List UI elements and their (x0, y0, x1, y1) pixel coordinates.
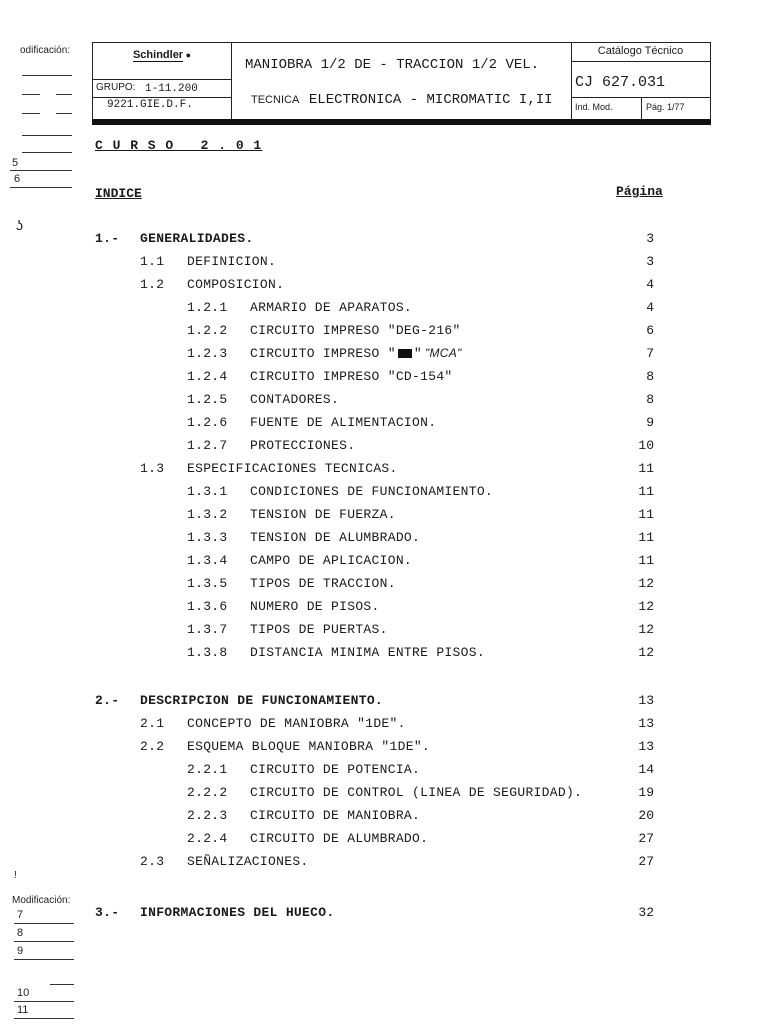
toc-entry-title: CIRCUITO IMPRESO "CD-154" (250, 369, 453, 384)
margin-number: 9 (17, 945, 24, 957)
header-bottom-rule (92, 119, 711, 125)
margin-number: 5 (12, 157, 19, 169)
redaction-mark (398, 349, 412, 358)
toc-entry-title: GENERALIDADES. (140, 231, 254, 246)
toc-entry-page: 10 (638, 438, 654, 453)
margin-line (22, 152, 72, 153)
toc-entry-title: CIRCUITO IMPRESO " " "MCA" (250, 346, 462, 361)
course-title: C U R S O 2 . 0 1 (95, 138, 263, 153)
toc-entry-title: CIRCUITO DE ALUMBRADO. (250, 831, 429, 846)
margin-mark: ǃ (14, 870, 17, 881)
toc-entry-page: 12 (638, 622, 654, 637)
toc-entry-title: ESQUEMA BLOQUE MANIOBRA "1DE". (187, 739, 431, 754)
toc-entry-page: 3 (646, 231, 654, 246)
margin-line (22, 94, 40, 95)
toc-entry-title: FUENTE DE ALIMENTACION. (250, 415, 437, 430)
toc-entry-number: 1.3.3 (187, 530, 228, 545)
toc-entry-title: TIPOS DE PUERTAS. (250, 622, 388, 637)
toc-entry-title: CIRCUITO DE CONTROL (LINEA DE SEGURIDAD). (250, 785, 583, 800)
toc-entry-number: 2.2.3 (187, 808, 228, 823)
catalog-code: CJ 627.031 (575, 74, 666, 91)
margin-number: 11 (17, 1004, 29, 1016)
margin-line (14, 959, 74, 960)
grupo-label: GRUPO: (96, 82, 136, 93)
toc-entry-page: 6 (646, 323, 654, 338)
margin-line (10, 170, 72, 171)
margin-line (14, 923, 74, 924)
toc-entry-title: DESCRIPCION DE FUNCIONAMIENTO. (140, 693, 384, 708)
header-title-line1: MANIOBRA 1/2 DE - TRACCION 1/2 VEL. (245, 57, 540, 73)
toc-entry-title: TIPOS DE TRACCION. (250, 576, 396, 591)
toc-entry-number: 2.1 (140, 716, 165, 731)
toc-entry-number: 1.3.4 (187, 553, 228, 568)
toc-entry-title: DISTANCIA MINIMA ENTRE PISOS. (250, 645, 485, 660)
toc-entry-page: 11 (638, 530, 654, 545)
toc-entry-page: 7 (646, 346, 654, 361)
toc-entry-number: 2.2.2 (187, 785, 228, 800)
page-indicator: Pág. 1/77 (646, 102, 685, 112)
toc-entry-title: CONCEPTO DE MANIOBRA "1DE". (187, 716, 406, 731)
toc-entry-number: 1.2.5 (187, 392, 228, 407)
toc-entry-number: 1.3.6 (187, 599, 228, 614)
toc-entry-title: PROTECCIONES. (250, 438, 356, 453)
toc-entry-title: TENSION DE ALUMBRADO. (250, 530, 421, 545)
toc-entry-title: CONDICIONES DE FUNCIONAMIENTO. (250, 484, 494, 499)
margin-line (50, 984, 74, 985)
toc-entry-number: 1.3 (140, 461, 165, 476)
header-title-line2: TECNICA ELECTRONICA - MICROMATIC I,II (251, 92, 553, 108)
toc-entry-page: 13 (638, 693, 654, 708)
toc-entry-number: 1.2.1 (187, 300, 228, 315)
toc-entry-title: NUMERO DE PISOS. (250, 599, 380, 614)
margin-line (14, 1018, 74, 1019)
margin-number: 10 (17, 987, 30, 999)
toc-entry-title: SEÑALIZACIONES. (187, 854, 309, 869)
toc-entry-page: 13 (638, 716, 654, 731)
toc-entry-number: 1.3.8 (187, 645, 228, 660)
toc-entry-number: 1.- (95, 231, 120, 246)
toc-entry-title: DEFINICION. (187, 254, 277, 269)
toc-entry-title: CIRCUITO IMPRESO "DEG-216" (250, 323, 461, 338)
page-column-title: Página (616, 184, 663, 199)
toc-entry-page: 12 (638, 645, 654, 660)
toc-entry-page: 27 (638, 854, 654, 869)
toc-entry-number: 1.2.4 (187, 369, 228, 384)
department-code: 9221.GIE.D.F. (107, 99, 193, 111)
ind-mod-label: Ind. Mod. (575, 102, 613, 112)
margin-line (56, 113, 72, 114)
toc-entry-page: 27 (638, 831, 654, 846)
toc-entry-page: 11 (638, 553, 654, 568)
document-header (92, 42, 711, 120)
toc-entry-page: 4 (646, 300, 654, 315)
toc-entry-title: ARMARIO DE APARATOS. (250, 300, 413, 315)
margin-line (22, 113, 40, 114)
margin-line (22, 135, 72, 136)
toc-entry-title: TENSION DE FUERZA. (250, 507, 396, 522)
toc-entry-title: COMPOSICION. (187, 277, 285, 292)
margin-line (14, 941, 74, 942)
margin-number: 8 (17, 927, 24, 939)
margin-number: 7 (17, 909, 24, 921)
toc-entry-page: 32 (638, 905, 654, 920)
toc-entry-page: 12 (638, 599, 654, 614)
margin-line (10, 187, 72, 188)
index-title: INDICE (95, 186, 142, 201)
toc-entry-title: ESPECIFICACIONES TECNICAS. (187, 461, 398, 476)
toc-entry-number: 2.2 (140, 739, 165, 754)
toc-entry-page: 11 (638, 507, 654, 522)
margin-line (22, 75, 72, 76)
toc-entry-number: 1.3.5 (187, 576, 228, 591)
brand-logo: Schindler ● (132, 49, 192, 61)
catalog-label: Catálogo Técnico (597, 45, 684, 57)
toc-entry-page: 8 (646, 392, 654, 407)
toc-entry-number: 1.3.7 (187, 622, 228, 637)
toc-entry-page: 20 (638, 808, 654, 823)
toc-entry-page: 11 (638, 461, 654, 476)
toc-entry-number: 1.2 (140, 277, 165, 292)
toc-entry-title: CAMPO DE APLICACION. (250, 553, 413, 568)
toc-entry-number: 1.2.3 (187, 346, 228, 361)
toc-entry-title: CONTADORES. (250, 392, 340, 407)
toc-entry-title: CIRCUITO DE MANIOBRA. (250, 808, 421, 823)
toc-entry-number: 2.2.1 (187, 762, 228, 777)
toc-entry-page: 3 (646, 254, 654, 269)
toc-entry-title: CIRCUITO DE POTENCIA. (250, 762, 421, 777)
toc-entry-number: 1.3.2 (187, 507, 228, 522)
toc-entry-number: 1.3.1 (187, 484, 228, 499)
margin-number: 6 (14, 173, 21, 185)
margin-line (56, 94, 72, 95)
toc-entry-number: 1.2.6 (187, 415, 228, 430)
margin-modification-label-bottom: Modificación: (12, 895, 71, 906)
toc-entry-page: 13 (638, 739, 654, 754)
toc-entry-number: 2.- (95, 693, 120, 708)
toc-entry-page: 11 (638, 484, 654, 499)
toc-entry-page: 12 (638, 576, 654, 591)
toc-entry-number: 2.3 (140, 854, 165, 869)
toc-entry-page: 14 (638, 762, 654, 777)
margin-line (14, 1001, 74, 1002)
toc-entry-number: 3.- (95, 905, 120, 920)
toc-entry-number: 1.2.2 (187, 323, 228, 338)
toc-entry-page: 19 (638, 785, 654, 800)
margin-modification-label: odificación: (20, 45, 71, 56)
toc-entry-number: 1.1 (140, 254, 165, 269)
toc-entry-number: 1.2.7 (187, 438, 228, 453)
toc-entry-page: 8 (646, 369, 654, 384)
grupo-value: 1-11.200 (145, 83, 198, 95)
margin-mark: ʖ (16, 217, 23, 233)
toc-entry-page: 9 (646, 415, 654, 430)
toc-entry-page: 4 (646, 277, 654, 292)
toc-entry-title: INFORMACIONES DEL HUECO. (140, 905, 335, 920)
handwritten-note: "MCA" (424, 346, 462, 360)
toc-entry-number: 2.2.4 (187, 831, 228, 846)
